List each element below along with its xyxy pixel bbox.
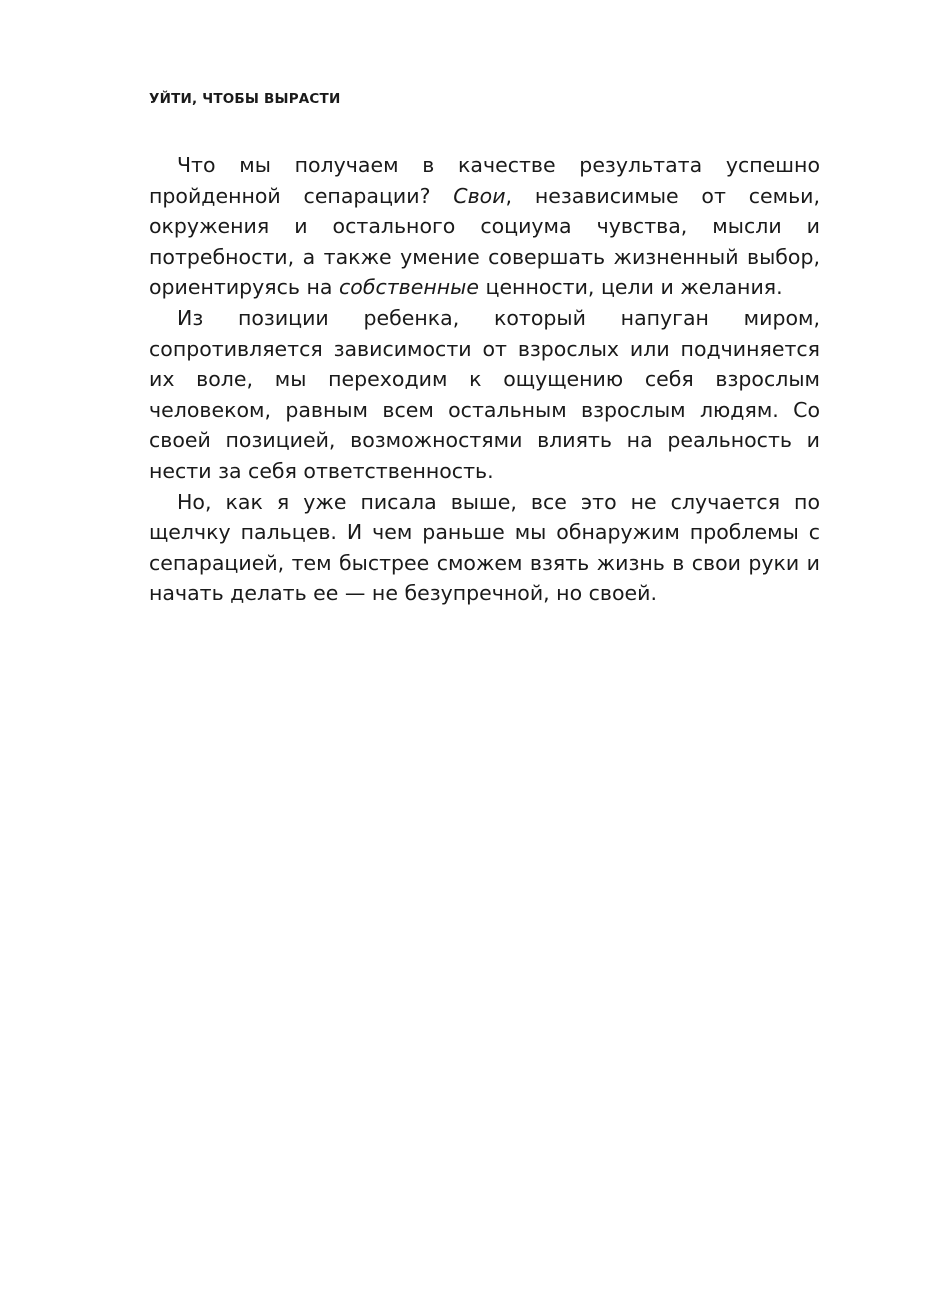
running-header-title: УЙТИ, ЧТОБЫ ВЫРАСТИ [149,91,341,107]
paragraph-3: Но, как я уже писала выше, все это не случается по щелчку пальцев. И чем раньше мы обнаружим проблемы с сепарацией, тем быстрее сможем взять жизнь в свои руки и начать делать ее — не безупречной, но своей. [149,489,820,606]
paragraph-1 [149,150,820,303]
paragraph-2: Из позиции ребенка, который напуган миром, сопротивляется зависимости от взрослых или подчиняется их воле, мы переходим к ощущению себя взрослым человеком, равным всем остальным взрослым людям. Со своей позицией, возможностями влиять на реальность и нести за себя ответственность. [149,305,820,483]
paragraph-1-text-a: Что мы получаем в качестве результата успешно пройденной сепарации? [149,153,820,208]
paragraph-1-emphasis-own: Свои [453,183,506,208]
paragraph-1-emphasis-personal: собственные [339,275,479,300]
body-text [149,150,820,609]
paragraph-1-text-b: , независимые от семьи, окружения и остального социума чувства, мысли и потребности, а также умение совершать жизненный выбор, ориентируясь на [149,183,820,300]
paragraph-1-text-c: ценности, цели и желания. [478,275,783,300]
